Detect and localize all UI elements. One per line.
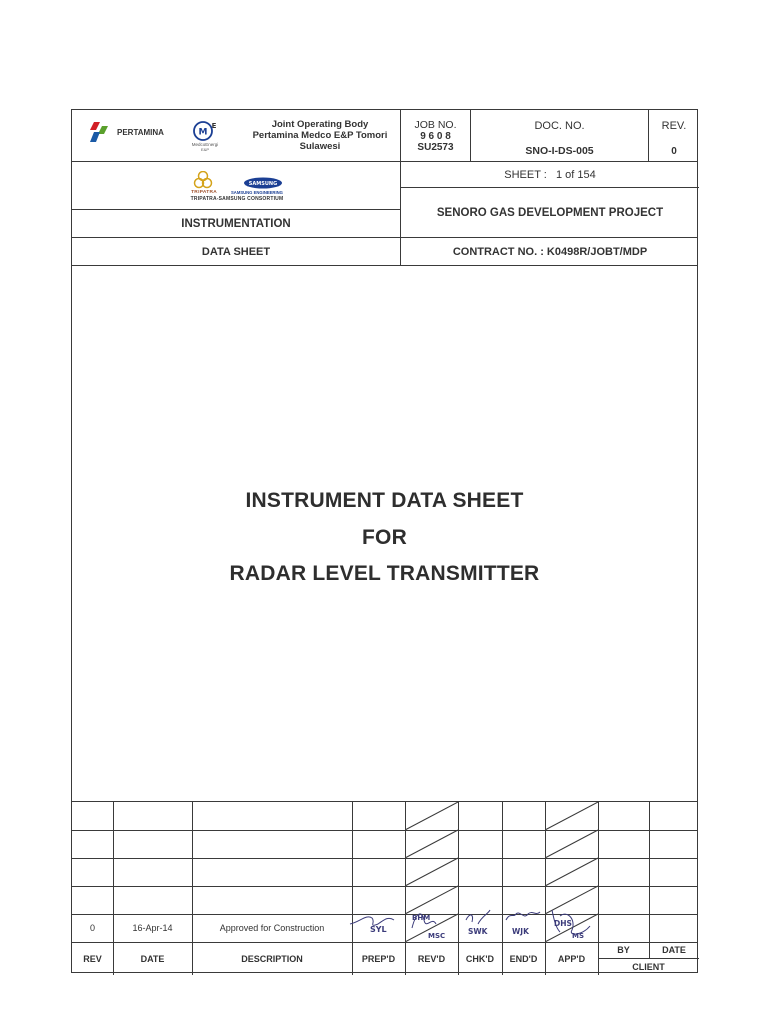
doc-no-value: SNO-I-DS-005 (525, 145, 594, 157)
col-header-prepd: PREP'D (361, 953, 396, 964)
col-header-date: DATE (140, 953, 165, 964)
consortium-label: TRIPATRA-SAMSUNG CONSORTIUM (190, 195, 284, 202)
col-header-rev: REV (83, 953, 102, 964)
svg-text:M: M (198, 127, 208, 138)
rev-value: 0 (671, 146, 677, 157)
divider (72, 265, 697, 266)
revision-table (72, 801, 697, 974)
svg-text:SWK: SWK (468, 927, 488, 936)
prepd-signature (348, 908, 408, 938)
contract-no: CONTRACT NO. : K0498R/JOBT/MDP (452, 245, 648, 258)
col-header-appd: APP'D (557, 953, 586, 964)
col-header-chkd: CHK'D (465, 953, 495, 964)
col-header-client: CLIENT (632, 961, 665, 972)
tripatra-samsung-logo (162, 166, 312, 206)
job-owner-line: Sulawesi (299, 140, 341, 152)
svg-text:BHM: BHM (412, 914, 431, 922)
project-name: SENORO GAS DEVELOPMENT PROJECT (436, 206, 664, 219)
col-header-endd: END'D (509, 953, 538, 964)
medco-icon (192, 120, 218, 142)
endd-signature (502, 906, 546, 942)
rev-cell (649, 114, 699, 158)
doc-no-label: DOC. NO. (534, 120, 585, 132)
document-title-line-3: RADAR LEVEL TRANSMITTER (229, 562, 540, 585)
col-header-by: BY (617, 945, 630, 955)
samsung-eng-label: SAMSUNG ENGINEERING (231, 189, 283, 195)
medco-logo (180, 116, 230, 156)
pertamina-logo (90, 118, 180, 146)
document-sheet (71, 109, 698, 973)
pertamina-icon (90, 120, 114, 144)
svg-text:DHS: DHS (554, 919, 572, 928)
pertamina-label: PERTAMINA (117, 127, 164, 137)
job-no-value: 9 6 0 8 (420, 131, 451, 142)
sheet-count: SHEET : 1 of 154 (504, 169, 596, 181)
row-description: Approved for Construction (219, 923, 325, 933)
svg-text:MSC: MSC (428, 932, 446, 940)
appd-signature (546, 900, 600, 942)
job-owner-line: Joint Operating Body (271, 118, 369, 130)
svg-text:WJK: WJK (512, 927, 529, 936)
samsung-icon (243, 177, 283, 189)
col-header-description: DESCRIPTION (241, 953, 303, 964)
medco-label: MedcoEnergi (191, 142, 219, 147)
doc-type: DATA SHEET (201, 245, 271, 258)
col-header-client-date: DATE (662, 945, 686, 955)
row-date: 16-Apr-14 (132, 923, 173, 933)
row-rev: 0 (89, 923, 95, 933)
job-owner-line: Pertamina Medco E&P Tomori (252, 129, 388, 141)
doc-no-cell (471, 114, 648, 158)
job-no-value: SU2573 (417, 142, 454, 153)
chkd-signature (460, 906, 504, 942)
col-header-revd: REV'D (417, 953, 446, 964)
tripatra-label: TRIPATRA (191, 189, 218, 195)
job-no-cell (401, 112, 470, 160)
medco-sub: E&P (200, 147, 209, 152)
svg-text:SAMSUNG: SAMSUNG (248, 180, 278, 187)
document-title-line-2: FOR (362, 526, 407, 549)
rev-label: REV. (661, 120, 687, 132)
job-owner (244, 116, 396, 154)
tripatra-icon (191, 171, 215, 189)
svg-text:E: E (211, 122, 217, 130)
discipline: INSTRUMENTATION (181, 217, 291, 230)
revd-signature (406, 906, 460, 942)
svg-text:SYL: SYL (370, 925, 387, 934)
document-title-line-1: INSTRUMENT DATA SHEET (245, 489, 524, 512)
job-no-label: JOB NO. (414, 119, 457, 131)
svg-text:MS: MS (572, 932, 585, 940)
